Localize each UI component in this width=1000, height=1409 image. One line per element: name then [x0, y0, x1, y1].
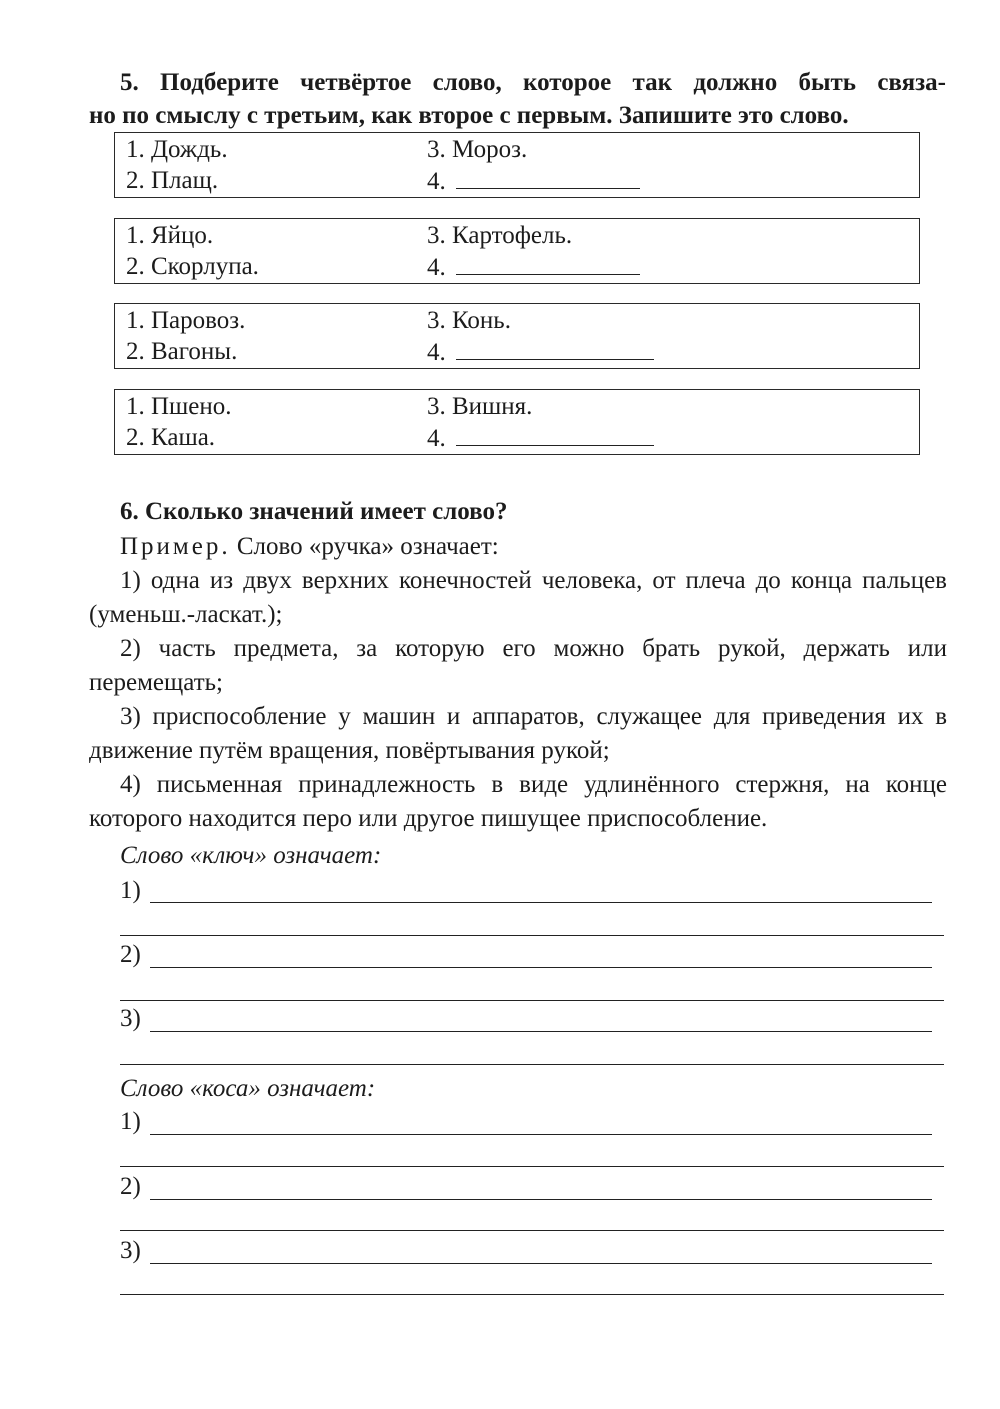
group2-word2: 2. Скорлупа. — [126, 253, 259, 280]
word2-answer-line-2b[interactable] — [120, 1230, 944, 1231]
group1-answer-number: 4. — [427, 168, 446, 195]
group1-word2: 2. Плащ. — [126, 167, 219, 194]
word2-number-2: 2) — [120, 1173, 141, 1200]
group4-word3: 3. Вишня. — [427, 393, 533, 420]
group1-word3: 3. Мороз. — [427, 136, 528, 163]
word1-number-3: 3) — [120, 1005, 141, 1032]
meaning-3: 3) приспособление у машин и аппаратов, служащее для приведения их в движение путём вращения, повёртывания рукой; — [89, 703, 947, 764]
word2-answer-line-3b[interactable] — [120, 1294, 944, 1295]
word2-answer-line-3a[interactable] — [150, 1263, 932, 1264]
group1-answer[interactable] — [427, 166, 640, 197]
task5-title-line2: но по смыслу с третьим, как второе с первым. Запишите это слово. — [89, 102, 849, 129]
word2-number-1: 1) — [120, 1108, 141, 1135]
group2-answer-blank[interactable] — [456, 252, 640, 275]
analogy-box-4 — [114, 389, 920, 455]
group2-answer[interactable] — [427, 252, 640, 283]
group3-word1: 1. Паровоз. — [126, 307, 246, 334]
group4-answer[interactable] — [427, 423, 654, 454]
group2-word1: 1. Яйцо. — [126, 222, 214, 249]
group4-answer-number: 4. — [427, 425, 446, 452]
word1-number-2: 2) — [120, 941, 141, 968]
group2-answer-number: 4. — [427, 254, 446, 281]
word2-number-3: 3) — [120, 1237, 141, 1264]
group3-answer-blank[interactable] — [456, 337, 654, 360]
task6-title: 6. Сколько значений имеет слово? — [120, 498, 508, 525]
word1-label: Слово «ключ» означает: — [120, 842, 382, 869]
word1-answer-line-1b[interactable] — [120, 935, 944, 936]
word2-answer-line-1b[interactable] — [120, 1166, 944, 1167]
meaning-1: 1) одна из двух верхних конечностей человека, от плеча до конца пальцев (уменьш.-ласкат.); — [89, 567, 947, 628]
meaning-2: 2) часть предмета, за которую его можно брать рукой, держать или перемещать; — [89, 635, 947, 696]
word2-label: Слово «коса» означает: — [120, 1075, 376, 1102]
example-line — [120, 531, 499, 563]
task5-title-line1: 5. Подберите четвёртое слово, которое так должно быть связа- — [120, 69, 946, 96]
word1-number-1: 1) — [120, 877, 141, 904]
word1-answer-line-1a[interactable] — [150, 902, 932, 903]
word1-answer-line-2a[interactable] — [150, 967, 932, 968]
meaning-4: 4) письменная принадлежность в виде удлинённого стержня, на конце которого находится перо или другое пишущее приспособление. — [89, 771, 947, 832]
word1-answer-line-3b[interactable] — [120, 1064, 944, 1065]
group2-word3: 3. Картофель. — [427, 222, 573, 249]
group1-answer-blank[interactable] — [456, 166, 640, 189]
group1-word1: 1. Дождь. — [126, 136, 228, 163]
analogy-box-2 — [114, 218, 920, 284]
word2-answer-line-2a[interactable] — [150, 1199, 932, 1200]
example-label: Пример. — [120, 533, 231, 560]
group4-word1: 1. Пшено. — [126, 393, 232, 420]
word2-answer-line-1a[interactable] — [150, 1134, 932, 1135]
analogy-box-1 — [114, 132, 920, 198]
group3-word3: 3. Конь. — [427, 307, 511, 334]
group3-word2: 2. Вагоны. — [126, 338, 238, 365]
word1-answer-line-3a[interactable] — [150, 1031, 932, 1032]
analogy-box-3 — [114, 303, 920, 369]
group3-answer[interactable] — [427, 337, 654, 368]
example-text: Слово «ручка» означает: — [230, 533, 499, 560]
word1-answer-line-2b[interactable] — [120, 1000, 944, 1001]
group3-answer-number: 4. — [427, 339, 446, 366]
group4-answer-blank[interactable] — [456, 423, 654, 446]
group4-word2: 2. Каша. — [126, 424, 216, 451]
